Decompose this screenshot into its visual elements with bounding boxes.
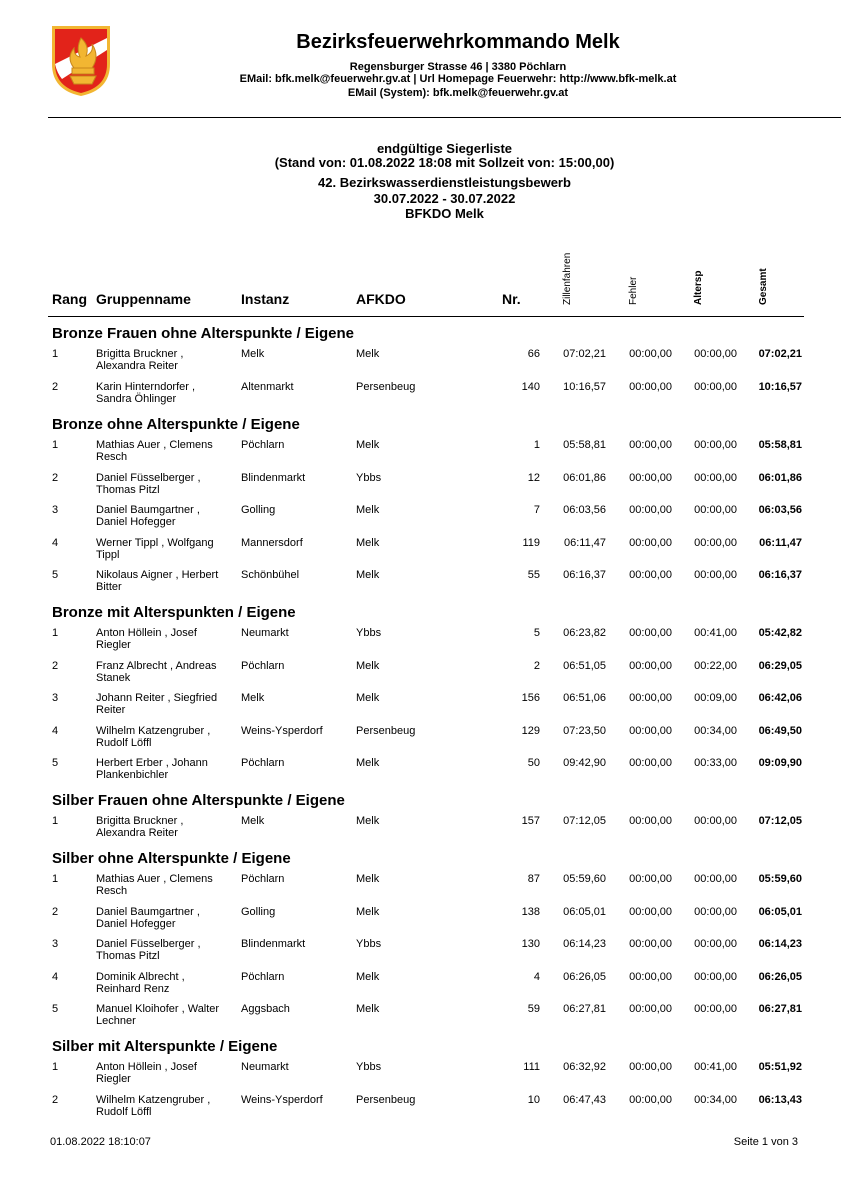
cell-nr: 140 — [521, 381, 540, 393]
header-divider — [48, 117, 841, 118]
cell-altersp: 00:00,00 — [694, 439, 737, 451]
cell-afkdo: Melk — [356, 439, 380, 451]
cell-instanz: Blindenmarkt — [241, 472, 306, 484]
cell-gesamt: 05:42,82 — [758, 627, 802, 639]
cell-instanz: Melk — [241, 815, 265, 827]
cell-nr: 7 — [533, 504, 540, 516]
cell-rang: 4 — [52, 725, 59, 737]
cell-gesamt: 10:16,57 — [758, 381, 802, 393]
cell-afkdo: Ybbs — [356, 938, 382, 950]
cell-altersp: 00:00,00 — [694, 381, 737, 393]
cell-zillenfahren: 06:32,92 — [563, 1061, 606, 1073]
cell-afkdo: Melk — [356, 504, 380, 516]
report-organizer: BFKDO Melk — [405, 206, 484, 221]
cell-instanz: Pöchlarn — [241, 660, 285, 672]
cell-instanz: Aggsbach — [241, 1003, 290, 1015]
cell-instanz: Neumarkt — [241, 627, 289, 639]
cell-zillenfahren: 06:14,23 — [563, 938, 606, 950]
cell-gruppenname-line2: Thomas Pitzl — [96, 950, 160, 962]
cell-nr: 66 — [527, 348, 540, 360]
cell-altersp: 00:00,00 — [694, 537, 737, 549]
cell-afkdo: Persenbeug — [356, 725, 416, 737]
cell-fehler: 00:00,00 — [629, 537, 672, 549]
report-competition: 42. Bezirkswasserdienstleistungsbewerb — [318, 175, 571, 190]
cell-gruppenname-line2: Rudolf Löffl — [96, 1106, 152, 1118]
cell-gesamt: 06:11,47 — [759, 537, 802, 549]
cell-altersp: 00:34,00 — [694, 725, 737, 737]
cell-afkdo: Persenbeug — [356, 1094, 416, 1106]
section-title: Silber ohne Alterspunkte / Eigene — [52, 850, 291, 867]
cell-instanz: Pöchlarn — [241, 873, 285, 885]
cell-afkdo: Ybbs — [356, 627, 382, 639]
cell-gruppenname: Nikolaus Aigner , Herbert — [96, 569, 219, 581]
cell-zillenfahren: 06:51,05 — [563, 660, 606, 672]
cell-afkdo: Melk — [356, 757, 380, 769]
cell-rang: 5 — [52, 1003, 59, 1015]
cell-altersp: 00:00,00 — [694, 906, 737, 918]
cell-afkdo: Melk — [356, 815, 380, 827]
cell-gruppenname-line2: Bitter — [96, 581, 122, 593]
cell-rang: 3 — [52, 938, 59, 950]
cell-fehler: 00:00,00 — [629, 725, 672, 737]
cell-fehler: 00:00,00 — [629, 971, 672, 983]
cell-altersp: 00:00,00 — [694, 348, 737, 360]
col-header-nr: Nr. — [502, 291, 521, 307]
cell-nr: 55 — [527, 569, 540, 581]
cell-zillenfahren: 06:11,47 — [563, 537, 606, 549]
section-title: Silber Frauen ohne Alterspunkte / Eigene — [52, 792, 345, 809]
section-title: Bronze mit Alterspunkten / Eigene — [52, 604, 296, 621]
cell-fehler: 00:00,00 — [629, 1061, 672, 1073]
cell-zillenfahren: 05:58,81 — [563, 439, 606, 451]
cell-gruppenname-line2: Reinhard Renz — [96, 983, 170, 995]
cell-rang: 1 — [52, 815, 59, 827]
cell-rang: 2 — [52, 472, 59, 484]
cell-instanz: Pöchlarn — [241, 757, 285, 769]
cell-gruppenname-line2: Riegler — [96, 1073, 131, 1085]
cell-gesamt: 06:42,06 — [758, 692, 802, 704]
cell-gruppenname-line2: Resch — [96, 885, 128, 897]
cell-fehler: 00:00,00 — [629, 906, 672, 918]
cell-gruppenname: Herbert Erber , Johann — [96, 757, 208, 769]
cell-afkdo: Melk — [356, 1003, 380, 1015]
cell-fehler: 00:00,00 — [629, 439, 672, 451]
cell-gesamt: 05:58,81 — [758, 439, 802, 451]
cell-instanz: Pöchlarn — [241, 439, 285, 451]
cell-gruppenname-line2: Daniel Hofegger — [96, 918, 176, 930]
cell-instanz: Golling — [241, 504, 276, 516]
cell-gruppenname: Brigitta Bruckner , — [96, 815, 184, 827]
col-header-instanz: Instanz — [241, 291, 290, 307]
cell-fehler: 00:00,00 — [629, 348, 672, 360]
col-header-rang: Rang — [52, 291, 87, 307]
cell-altersp: 00:00,00 — [694, 873, 737, 885]
cell-afkdo: Melk — [356, 873, 380, 885]
cell-gruppenname-line2: Reiter — [96, 704, 126, 716]
cell-altersp: 00:00,00 — [694, 504, 737, 516]
cell-gruppenname: Wilhelm Katzengruber , — [96, 725, 211, 737]
cell-gruppenname-line2: Riegler — [96, 639, 131, 651]
cell-fehler: 00:00,00 — [629, 569, 672, 581]
col-header-fehler: Fehler — [628, 276, 639, 305]
cell-afkdo: Melk — [356, 348, 380, 360]
cell-altersp: 00:22,00 — [694, 660, 737, 672]
cell-afkdo: Melk — [356, 692, 380, 704]
cell-rang: 3 — [52, 504, 59, 516]
cell-gruppenname: Brigitta Bruckner , — [96, 348, 184, 360]
cell-zillenfahren: 06:27,81 — [563, 1003, 606, 1015]
cell-gruppenname-line2: Lechner — [96, 1015, 136, 1027]
footer-timestamp: 01.08.2022 18:10:07 — [50, 1136, 151, 1148]
cell-altersp: 00:00,00 — [694, 1003, 737, 1015]
organization-address: Regensburger Strasse 46 | 3380 Pöchlarn — [349, 61, 567, 73]
col-header-zillenfahren: Zillenfahren — [562, 252, 573, 305]
cell-altersp: 00:00,00 — [694, 472, 737, 484]
cell-rang: 5 — [52, 569, 59, 581]
cell-gesamt: 06:13,43 — [758, 1094, 802, 1106]
cell-instanz: Pöchlarn — [241, 971, 285, 983]
cell-rang: 2 — [52, 381, 59, 393]
cell-nr: 157 — [521, 815, 540, 827]
cell-fehler: 00:00,00 — [629, 815, 672, 827]
cell-zillenfahren: 06:16,37 — [563, 569, 606, 581]
cell-gruppenname: Mathias Auer , Clemens — [96, 439, 213, 451]
cell-gruppenname-line2: Alexandra Reiter — [96, 827, 178, 839]
col-header-afkdo: AFKDO — [356, 291, 406, 307]
cell-rang: 1 — [52, 873, 59, 885]
cell-gruppenname: Daniel Füsselberger , — [96, 472, 201, 484]
cell-altersp: 00:00,00 — [694, 938, 737, 950]
section-title: Bronze ohne Alterspunkte / Eigene — [52, 416, 300, 433]
cell-rang: 1 — [52, 1061, 59, 1073]
cell-gesamt: 06:14,23 — [758, 938, 802, 950]
cell-afkdo: Melk — [356, 906, 380, 918]
cell-gruppenname-line2: Tippl — [96, 549, 120, 561]
cell-altersp: 00:00,00 — [694, 815, 737, 827]
cell-rang: 4 — [52, 537, 59, 549]
cell-instanz: Melk — [241, 692, 265, 704]
cell-zillenfahren: 06:05,01 — [563, 906, 606, 918]
cell-nr: 130 — [521, 938, 540, 950]
cell-altersp: 00:41,00 — [694, 1061, 737, 1073]
cell-nr: 10 — [527, 1094, 540, 1106]
cell-fehler: 00:00,00 — [629, 1094, 672, 1106]
cell-rang: 2 — [52, 660, 59, 672]
col-header-gruppenname: Gruppenname — [96, 291, 191, 307]
cell-fehler: 00:00,00 — [629, 757, 672, 769]
cell-gesamt: 05:59,60 — [758, 873, 802, 885]
cell-nr: 138 — [521, 906, 540, 918]
cell-zillenfahren: 06:47,43 — [563, 1094, 606, 1106]
cell-gruppenname-line2: Stanek — [96, 672, 131, 684]
footer-page-number: Seite 1 von 3 — [733, 1136, 798, 1148]
cell-afkdo: Ybbs — [356, 1061, 382, 1073]
cell-fehler: 00:00,00 — [629, 660, 672, 672]
cell-gruppenname: Wilhelm Katzengruber , — [96, 1094, 211, 1106]
cell-zillenfahren: 06:51,06 — [563, 692, 606, 704]
report-status: (Stand von: 01.08.2022 18:08 mit Sollzeit von: 15:00,00) — [274, 155, 615, 170]
cell-gruppenname: Anton Höllein , Josef — [96, 1061, 197, 1073]
cell-fehler: 00:00,00 — [629, 472, 672, 484]
cell-gruppenname: Daniel Füsselberger , — [96, 938, 201, 950]
cell-afkdo: Melk — [356, 569, 380, 581]
cell-zillenfahren: 06:23,82 — [563, 627, 606, 639]
cell-instanz: Weins-Ysperdorf — [241, 725, 323, 737]
cell-nr: 156 — [521, 692, 540, 704]
table-header-divider — [48, 316, 804, 317]
cell-gruppenname-line2: Plankenbichler — [96, 769, 169, 781]
report-date-range: 30.07.2022 - 30.07.2022 — [373, 191, 516, 206]
cell-fehler: 00:00,00 — [629, 938, 672, 950]
col-header-altersp: Altersp — [693, 270, 704, 305]
cell-gesamt: 09:09,90 — [758, 757, 802, 769]
cell-fehler: 00:00,00 — [629, 873, 672, 885]
cell-fehler: 00:00,00 — [629, 381, 672, 393]
cell-gesamt: 06:26,05 — [758, 971, 802, 983]
cell-gruppenname: Daniel Baumgartner , — [96, 906, 200, 918]
cell-altersp: 00:34,00 — [694, 1094, 737, 1106]
cell-gesamt: 07:02,21 — [758, 348, 802, 360]
cell-fehler: 00:00,00 — [629, 1003, 672, 1015]
cell-nr: 59 — [527, 1003, 540, 1015]
cell-gruppenname-line2: Thomas Pitzl — [96, 484, 160, 496]
cell-rang: 4 — [52, 971, 59, 983]
cell-gesamt: 06:05,01 — [758, 906, 802, 918]
cell-fehler: 00:00,00 — [629, 504, 672, 516]
cell-zillenfahren: 07:12,05 — [563, 815, 606, 827]
cell-fehler: 00:00,00 — [629, 692, 672, 704]
cell-instanz: Neumarkt — [241, 1061, 289, 1073]
cell-gesamt: 06:16,37 — [758, 569, 802, 581]
cell-nr: 2 — [533, 660, 540, 672]
cell-nr: 119 — [522, 537, 540, 549]
cell-nr: 111 — [523, 1061, 540, 1073]
cell-altersp: 00:09,00 — [694, 692, 737, 704]
cell-instanz: Melk — [241, 348, 265, 360]
cell-altersp: 00:00,00 — [694, 569, 737, 581]
cell-instanz: Schönbühel — [241, 569, 300, 581]
cell-zillenfahren: 05:59,60 — [563, 873, 606, 885]
cell-gruppenname: Franz Albrecht , Andreas — [96, 660, 217, 672]
cell-gruppenname-line2: Alexandra Reiter — [96, 360, 178, 372]
cell-zillenfahren: 07:23,50 — [563, 725, 606, 737]
cell-gruppenname: Johann Reiter , Siegfried — [96, 692, 218, 704]
cell-instanz: Mannersdorf — [241, 537, 303, 549]
cell-rang: 1 — [52, 439, 59, 451]
cell-gesamt: 06:03,56 — [758, 504, 802, 516]
section-title: Bronze Frauen ohne Alterspunkte / Eigene — [52, 325, 354, 342]
col-header-gesamt: Gesamt — [758, 268, 769, 305]
organization-system-email: EMail (System): bfk.melk@feuerwehr.gv.at — [347, 87, 569, 99]
cell-fehler: 00:00,00 — [629, 627, 672, 639]
cell-instanz: Golling — [241, 906, 276, 918]
cell-gesamt: 06:49,50 — [758, 725, 802, 737]
cell-afkdo: Melk — [356, 971, 380, 983]
cell-afkdo: Ybbs — [356, 472, 382, 484]
cell-afkdo: Persenbeug — [356, 381, 416, 393]
cell-nr: 87 — [527, 873, 540, 885]
cell-gesamt: 05:51,92 — [758, 1061, 802, 1073]
cell-instanz: Blindenmarkt — [241, 938, 306, 950]
cell-instanz: Weins-Ysperdorf — [241, 1094, 323, 1106]
report-title: endgültige Siegerliste — [376, 141, 513, 156]
cell-gruppenname-line2: Sandra Öhlinger — [96, 393, 177, 405]
cell-rang: 2 — [52, 906, 59, 918]
cell-gesamt: 06:27,81 — [758, 1003, 802, 1015]
cell-nr: 1 — [533, 439, 540, 451]
cell-nr: 50 — [527, 757, 540, 769]
cell-gruppenname: Dominik Albrecht , — [96, 971, 185, 983]
cell-gesamt: 06:01,86 — [758, 472, 802, 484]
cell-zillenfahren: 06:26,05 — [563, 971, 606, 983]
cell-gruppenname-line2: Daniel Hofegger — [96, 516, 176, 528]
cell-afkdo: Melk — [356, 537, 380, 549]
cell-instanz: Altenmarkt — [241, 381, 294, 393]
organization-title: Bezirksfeuerwehrkommando Melk — [296, 31, 620, 53]
cell-altersp: 00:33,00 — [694, 757, 737, 769]
cell-gesamt: 07:12,05 — [758, 815, 802, 827]
cell-gruppenname-line2: Rudolf Löffl — [96, 737, 152, 749]
cell-gruppenname: Daniel Baumgartner , — [96, 504, 200, 516]
cell-nr: 12 — [527, 472, 540, 484]
cell-zillenfahren: 06:01,86 — [563, 472, 606, 484]
cell-altersp: 00:00,00 — [694, 971, 737, 983]
cell-zillenfahren: 09:42,90 — [563, 757, 606, 769]
section-title: Silber mit Alterspunkte / Eigene — [52, 1038, 278, 1055]
cell-gruppenname: Manuel Kloihofer , Walter — [96, 1003, 220, 1015]
cell-gesamt: 06:29,05 — [758, 660, 802, 672]
cell-rang: 1 — [52, 627, 59, 639]
cell-altersp: 00:41,00 — [694, 627, 737, 639]
cell-nr: 129 — [521, 725, 540, 737]
cell-gruppenname: Anton Höllein , Josef — [96, 627, 197, 639]
cell-afkdo: Melk — [356, 660, 380, 672]
cell-rang: 3 — [52, 692, 59, 704]
cell-rang: 2 — [52, 1094, 59, 1106]
cell-gruppenname: Werner Tippl , Wolfgang — [96, 537, 214, 549]
cell-zillenfahren: 07:02,21 — [563, 348, 606, 360]
cell-gruppenname: Mathias Auer , Clemens — [96, 873, 213, 885]
cell-rang: 5 — [52, 757, 59, 769]
cell-rang: 1 — [52, 348, 59, 360]
cell-nr: 4 — [533, 971, 540, 983]
cell-nr: 5 — [533, 627, 540, 639]
cell-zillenfahren: 06:03,56 — [563, 504, 606, 516]
cell-gruppenname-line2: Resch — [96, 451, 128, 463]
organization-email-url: EMail: bfk.melk@feuerwehr.gv.at | Url Homepage Feuerwehr: http://www.bfk-melk.at — [239, 73, 677, 85]
cell-zillenfahren: 10:16,57 — [563, 381, 606, 393]
cell-gruppenname: Karin Hinterndorfer , — [96, 381, 196, 393]
